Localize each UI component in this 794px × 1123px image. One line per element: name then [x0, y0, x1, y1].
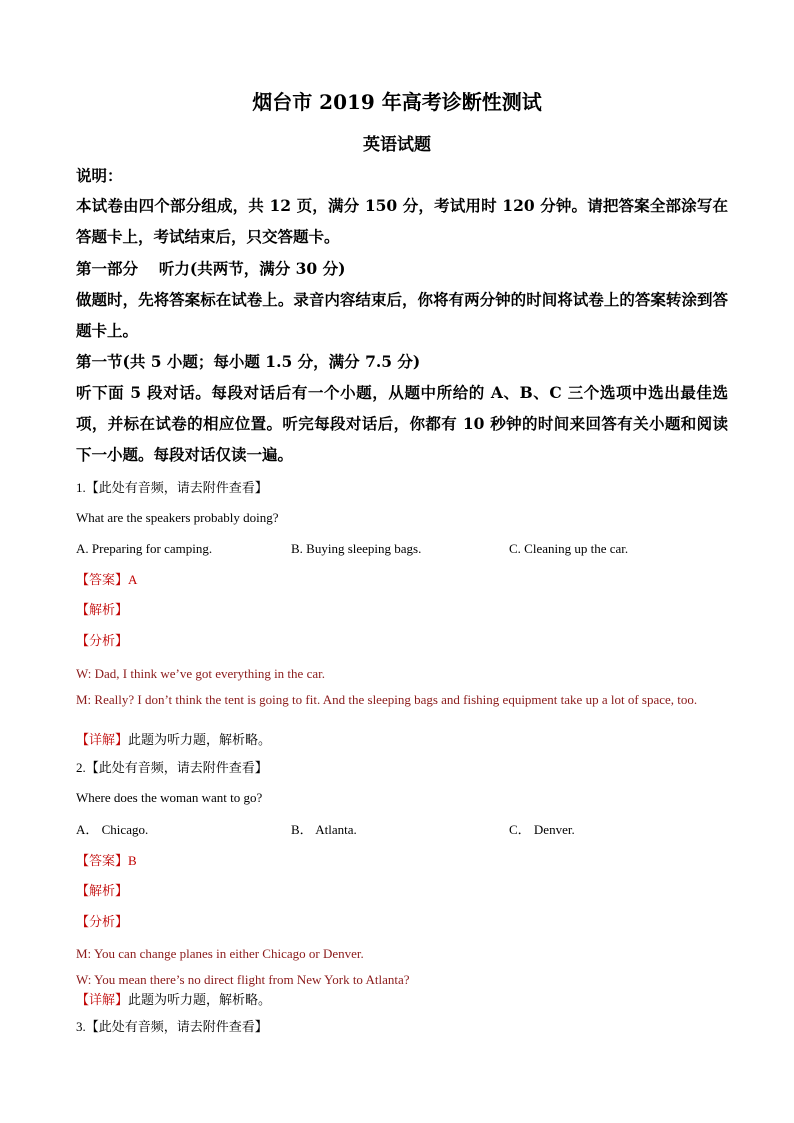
question-number: 3.	[76, 1019, 86, 1034]
question-1-header	[76, 479, 268, 498]
question-number: 1.	[76, 480, 86, 495]
question-2-analysis-label: 【解析】	[76, 884, 129, 899]
question-1-detail	[76, 732, 271, 750]
question-1-analysis-label: 【解析】	[76, 603, 129, 618]
option-a: A. Preparing for camping.	[76, 541, 213, 556]
option-c: C． Denver.	[509, 822, 575, 837]
question-1-text: What are the speakers probably doing?	[76, 510, 279, 525]
question-1-options	[76, 540, 736, 558]
option-b: B． Atlanta.	[291, 822, 357, 837]
question-2-options	[76, 821, 736, 839]
question-2-dialogue-line-1: M: You can change planes in either Chicago or Denver.	[76, 946, 364, 961]
answer-value: B	[128, 853, 137, 868]
question-1-dialogue-line-1: W: Dad, I think we’ve got everything in the car.	[76, 666, 325, 681]
audio-note: 【此处有音频，请去附件查看】	[85, 761, 268, 776]
answer-label: 【答案】	[76, 573, 129, 588]
question-2-text: Where does the woman want to go?	[76, 790, 263, 805]
answer-value: A	[128, 572, 138, 587]
question-2-fenxi-label: 【分析】	[76, 915, 129, 930]
detail-label: 【详解】	[76, 993, 129, 1008]
detail-text: 此题为听力题，解析略。	[128, 733, 272, 748]
instructions-paragraph: 本试卷由四个部分组成，共 12 页，满分 150 分，考试用时 120 分钟。请把答案全部涂写在答题卡上，考试结束后，只交答题卡。	[76, 196, 728, 246]
option-b: B. Buying sleeping bags.	[291, 541, 422, 556]
part1-note: 做题时，先将答案标在试卷上。录音内容结束后，你将有两分钟的时间将试卷上的答案转涂到答题卡上。	[76, 290, 728, 340]
audio-note: 【此处有音频，请去附件查看】	[85, 481, 268, 496]
part1-heading: 第一部分 听力(共两节，满分 30 分)	[76, 259, 346, 278]
detail-label: 【详解】	[76, 733, 129, 748]
section1-heading: 第一节(共 5 小题；每小题 1.5 分，满分 7.5 分)	[76, 352, 421, 371]
document-subtitle: 英语试题	[363, 135, 431, 155]
question-number: 2.	[76, 760, 86, 775]
question-2-detail	[76, 992, 271, 1010]
question-1-fenxi-label: 【分析】	[76, 634, 129, 649]
detail-text: 此题为听力题，解析略。	[128, 993, 272, 1008]
question-1-answer	[76, 571, 137, 590]
question-2-answer	[76, 852, 137, 871]
option-c: C. Cleaning up the car.	[509, 541, 629, 556]
option-a: A． Chicago.	[76, 822, 149, 837]
question-1-dialogue-line-2: M: Really? I don’t think the tent is going to fit. And the sleeping bags and fishing equipment take up a lot of space, too.	[76, 692, 698, 707]
document-title: 烟台市 2019 年高考诊断性测试	[252, 90, 542, 114]
audio-note: 【此处有音频，请去附件查看】	[85, 1020, 268, 1035]
question-3-header	[76, 1018, 268, 1037]
instructions-label: 说明：	[76, 166, 123, 185]
question-2-header	[76, 759, 268, 778]
question-2-dialogue-line-2: W: You mean there’s no direct flight from New York to Atlanta?	[76, 972, 410, 987]
section1-note: 听下面 5 段对话。每段对话后有一个小题，从题中所给的 A、B、C 三个选项中选出最佳选项，并标在试卷的相应位置。听完每段对话后，你都有 10 秒钟的时间来回答有关小题和阅读下一小题。每段对话仅读一遍。	[76, 383, 728, 464]
answer-label: 【答案】	[76, 854, 129, 869]
